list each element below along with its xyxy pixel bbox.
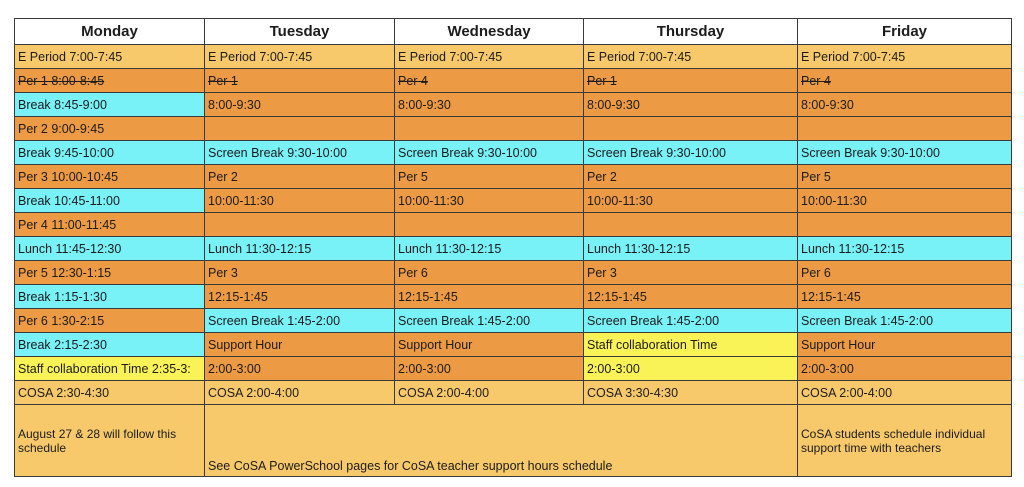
cell [798,213,1012,237]
cell: 2:00-3:00 [395,357,584,381]
cell: Lunch 11:30-12:15 [584,237,798,261]
header-tuesday: Tuesday [205,19,395,45]
cell [395,213,584,237]
header-monday: Monday [15,19,205,45]
cell: Lunch 11:30-12:15 [205,237,395,261]
header-wednesday: Wednesday [395,19,584,45]
cell: Per 2 9:00-9:45 [15,117,205,141]
cell: COSA 2:00-4:00 [798,381,1012,405]
cell: 12:15-1:45 [395,285,584,309]
table-row [15,45,1012,69]
cell [205,117,395,141]
cell: Screen Break 9:30-10:00 [395,141,584,165]
cell: Screen Break 9:30-10:00 [205,141,395,165]
cell: Lunch 11:30-12:15 [395,237,584,261]
cell: Per 2 [205,165,395,189]
cell: Screen Break 1:45-2:00 [798,309,1012,333]
cell: Per 6 [395,261,584,285]
cell: Per 5 12:30-1:15 [15,261,205,285]
cell: 10:00-11:30 [205,189,395,213]
cell [584,117,798,141]
cell: E Period 7:00-7:45 [798,45,1012,69]
cell: Per 5 [798,165,1012,189]
cell: Per 1 8:00-8:45 [15,69,205,93]
cell: Per 6 [798,261,1012,285]
table-row [15,237,1012,261]
table-row [15,285,1012,309]
cell: COSA 3:30-4:30 [584,381,798,405]
cell: COSA 2:30-4:30 [15,381,205,405]
table-row [15,69,1012,93]
cell: Staff collaboration Time 2:35-3: [15,357,205,381]
cell: Support Hour [798,333,1012,357]
schedule-table [14,18,1012,477]
cell: 10:00-11:30 [798,189,1012,213]
cell: Lunch 11:30-12:15 [798,237,1012,261]
friday-note: CoSA students schedule individual support time with teachers [798,405,1012,477]
table-row [15,309,1012,333]
cell: COSA 2:00-4:00 [395,381,584,405]
cell: E Period 7:00-7:45 [584,45,798,69]
cell: Per 4 [395,69,584,93]
cell: 12:15-1:45 [205,285,395,309]
table-row [15,93,1012,117]
cell: 10:00-11:30 [584,189,798,213]
cell [584,213,798,237]
cell: Break 8:45-9:00 [15,93,205,117]
table-row [15,117,1012,141]
cell: Per 1 [584,69,798,93]
cell: 12:15-1:45 [584,285,798,309]
cell: 2:00-3:00 [205,357,395,381]
cell: Screen Break 1:45-2:00 [395,309,584,333]
table-row [15,333,1012,357]
cell: 2:00-3:00 [584,357,798,381]
footer-row [15,405,1012,477]
cell [798,117,1012,141]
cell: E Period 7:00-7:45 [395,45,584,69]
table-row [15,381,1012,405]
table-row [15,165,1012,189]
cell: Screen Break 1:45-2:00 [205,309,395,333]
cell: Lunch 11:45-12:30 [15,237,205,261]
header-row [15,19,1012,45]
table-row [15,357,1012,381]
cell: 2:00-3:00 [798,357,1012,381]
cell: Break 9:45-10:00 [15,141,205,165]
cell: 8:00-9:30 [798,93,1012,117]
table-row [15,261,1012,285]
cell [205,213,395,237]
cell: E Period 7:00-7:45 [205,45,395,69]
cell: Screen Break 1:45-2:00 [584,309,798,333]
cell: Per 5 [395,165,584,189]
cell: Support Hour [395,333,584,357]
cell: Support Hour [205,333,395,357]
middle-note: See CoSA PowerSchool pages for CoSA teacher support hours schedule [205,405,798,477]
header-friday: Friday [798,19,1012,45]
cell: 8:00-9:30 [395,93,584,117]
cell: E Period 7:00-7:45 [15,45,205,69]
cell: Per 2 [584,165,798,189]
cell: Break 1:15-1:30 [15,285,205,309]
table-row [15,141,1012,165]
cell: 10:00-11:30 [395,189,584,213]
cell: Per 1 [205,69,395,93]
cell [395,117,584,141]
cell: Break 10:45-11:00 [15,189,205,213]
cell: Staff collaboration Time [584,333,798,357]
cell: 8:00-9:30 [205,93,395,117]
header-thursday: Thursday [584,19,798,45]
cell: COSA 2:00-4:00 [205,381,395,405]
cell: 8:00-9:30 [584,93,798,117]
monday-note: August 27 & 28 will follow this schedule [15,405,205,477]
cell: 12:15-1:45 [798,285,1012,309]
table-row [15,213,1012,237]
cell: Per 3 [584,261,798,285]
cell: Break 2:15-2:30 [15,333,205,357]
cell: Screen Break 9:30-10:00 [584,141,798,165]
cell: Per 3 [205,261,395,285]
cell: Screen Break 9:30-10:00 [798,141,1012,165]
cell: Per 6 1:30-2:15 [15,309,205,333]
cell: Per 4 11:00-11:45 [15,213,205,237]
cell: Per 3 10:00-10:45 [15,165,205,189]
cell: Per 4 [798,69,1012,93]
table-row [15,189,1012,213]
